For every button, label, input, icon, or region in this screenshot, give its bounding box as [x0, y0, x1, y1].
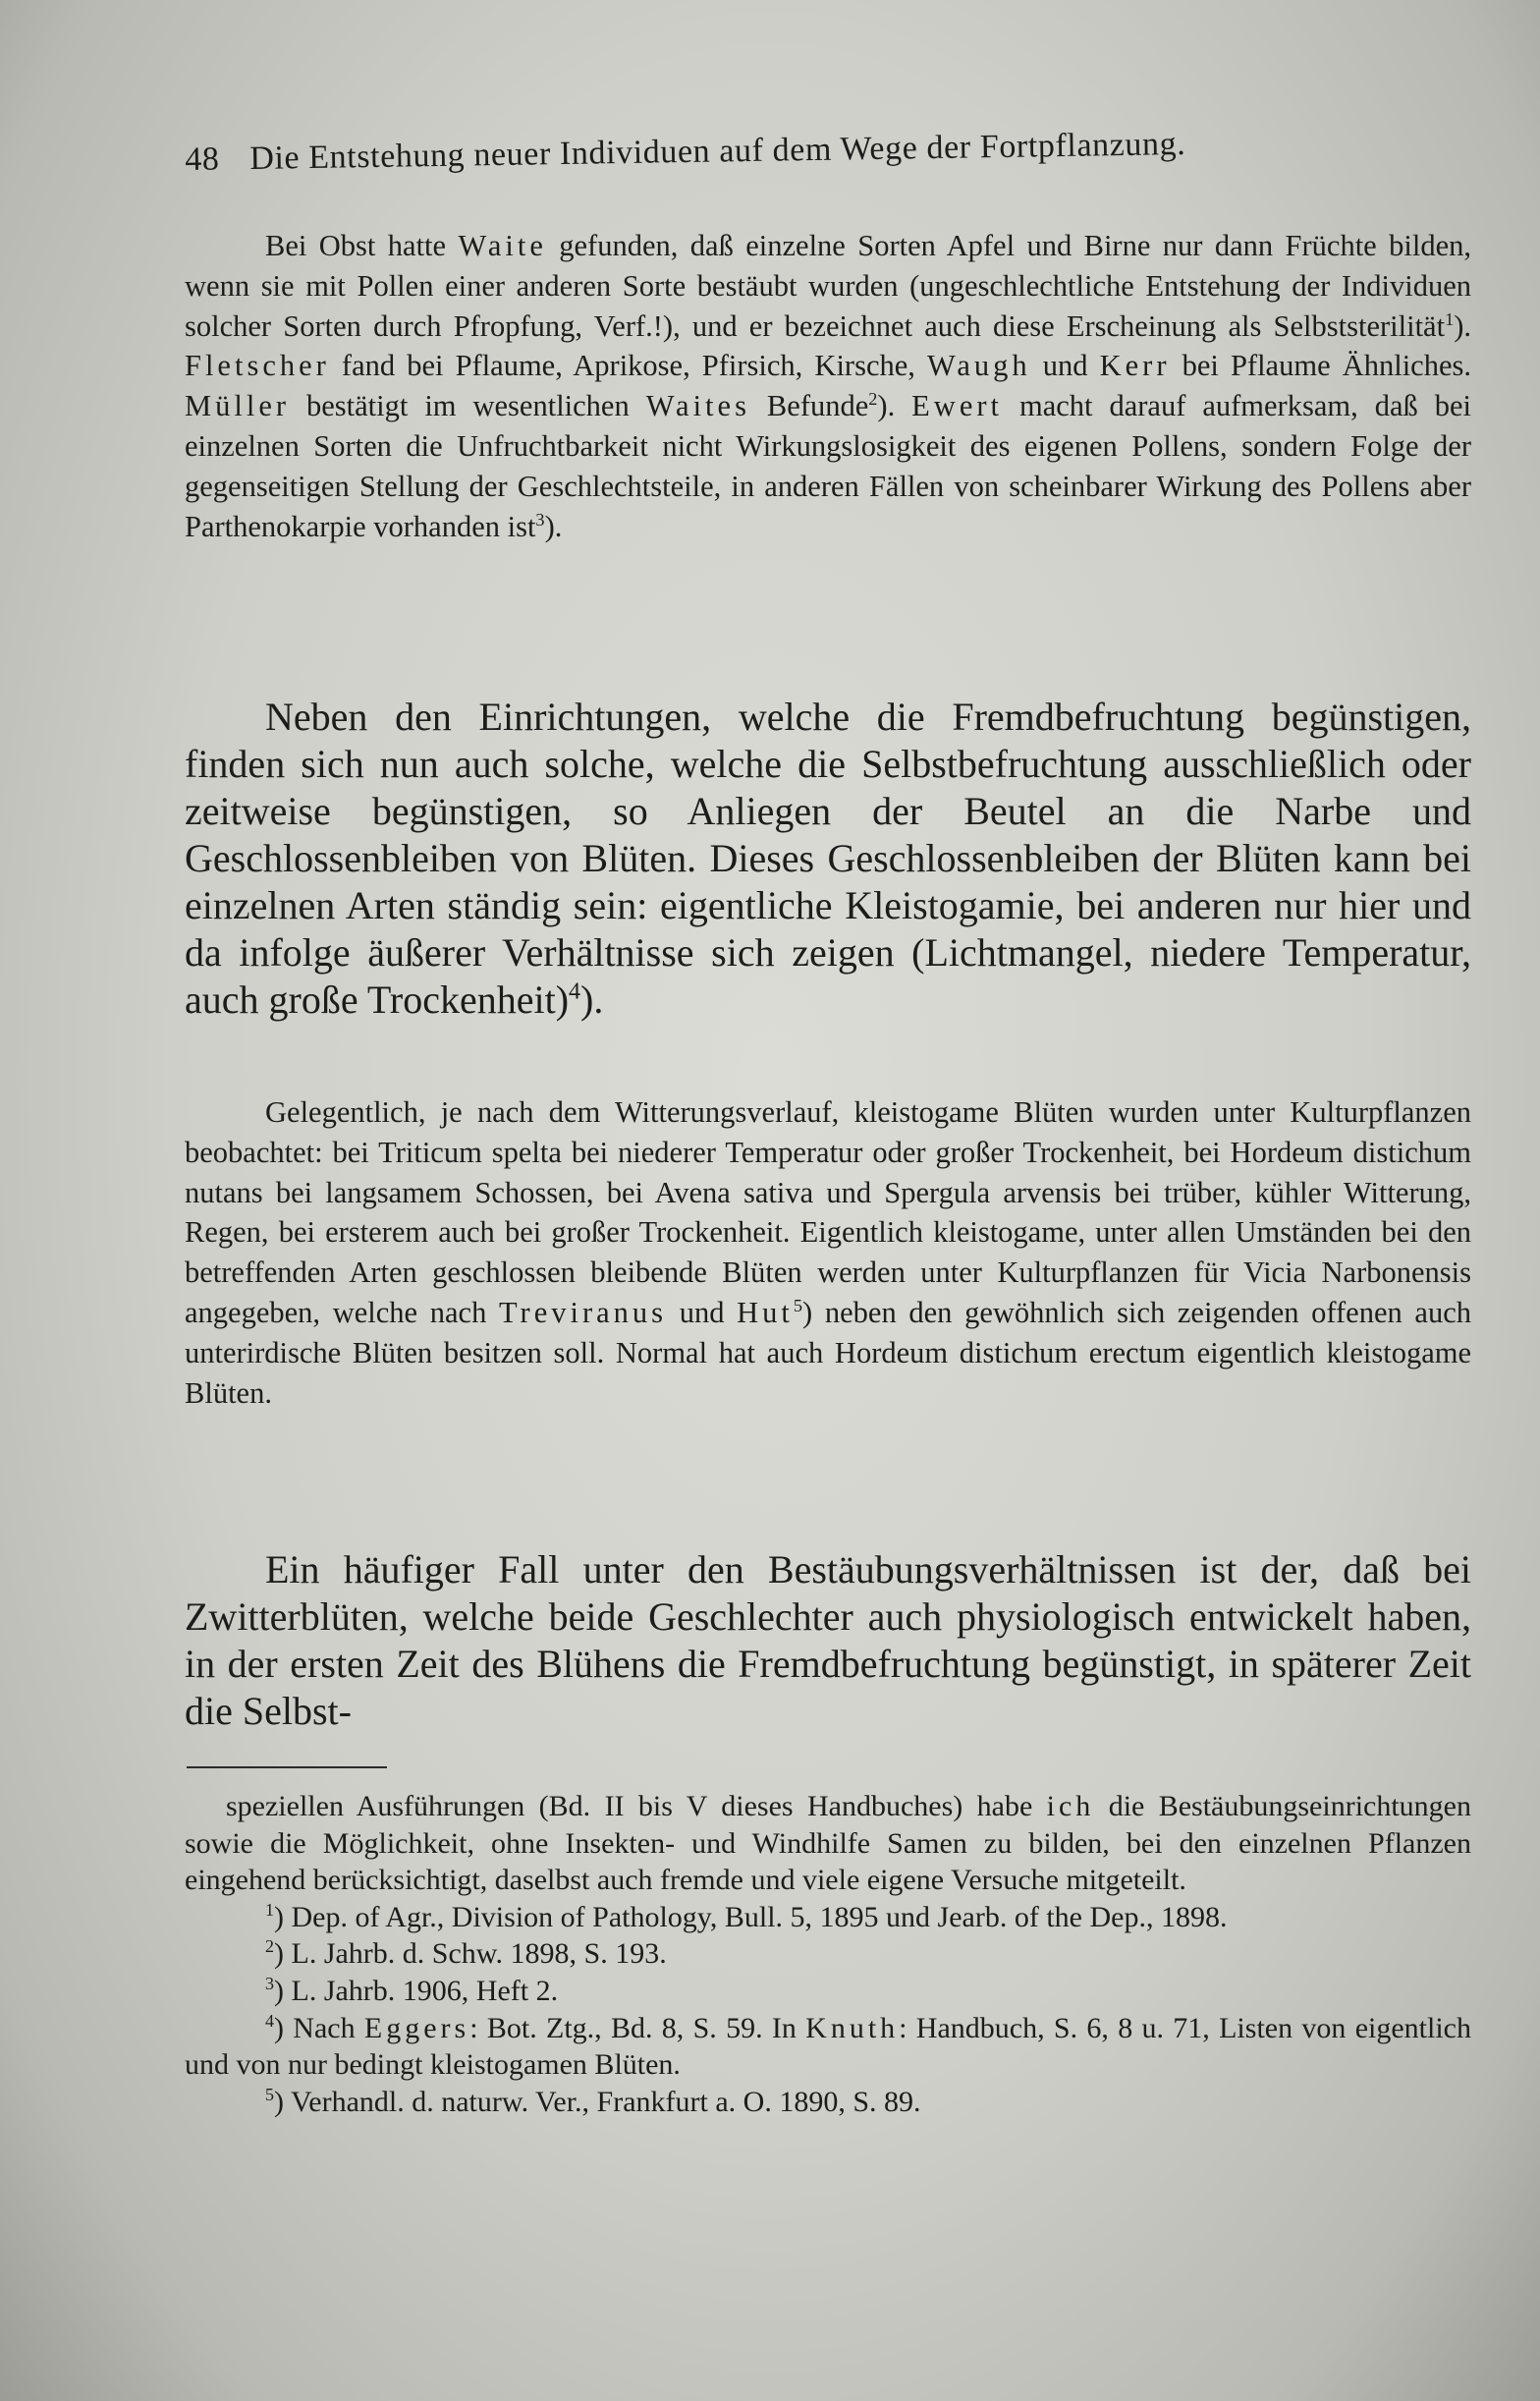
- footnote-text: ) Nach: [274, 2011, 364, 2044]
- footnote-text: ) Dep. of Agr., Division of Pathology, Bull. 5, 1895 und Jearb. of the Dep., 1898.: [274, 1900, 1228, 1933]
- book-page: [185, 125, 1473, 2289]
- footnotes: [185, 1788, 1471, 2120]
- footnote-marker: 3: [265, 1973, 274, 1993]
- paragraph-bestaeubungsverhaeltnisse: [185, 1546, 1471, 1735]
- text-run: ) neben den gewöhnlich sich zeigenden offenen auch unterirdische Blüten besitzen soll. Normal hat auch Hordeum distichum erectum eigentlich kleistogame Blüten.: [185, 1295, 1472, 1410]
- footnote-2: [185, 1935, 1471, 1973]
- footnote-ref: 1: [1445, 308, 1455, 329]
- text-run: Neben den Einrichtungen, welche die Fremdbefruchtung begünstigen, finden sich nun auch solche, welche die Selbstbefruchtung ausschließlich oder zeitweise begünstigen, so Anliegen der Beutel an die Narbe und Geschlossenbleiben von Blüten. Dieses Geschlossenbleiben der Blüten kann bei einzelnen Arten ständig sein: eigentliche Kleistogamie, bei anderen nur hier und da infolge äußerer Verhältnisse sich zeigen (Lichtmangel, niedere Temperatur, auch große Trockenheit): [185, 695, 1471, 1022]
- author-name: Knuth: [805, 2011, 900, 2044]
- footnote-5: [185, 2084, 1471, 2121]
- text-run: ).: [544, 509, 563, 543]
- footnote-3: [185, 1973, 1471, 2010]
- footnote-marker: 5: [265, 2084, 274, 2104]
- footnote-ref: 2: [868, 389, 878, 410]
- text-run: die Bestäubungseinrichtungen sowie die Möglichkeit, ohne Insekten- und Windhilfe Samen zu bilden, bei den einzelnen Pflanzen eingehend berücksichtigt, daselbst auch fremde und viele eigene Versuche mitgeteilt.: [185, 1790, 1471, 1897]
- author-name: Waites: [645, 389, 750, 423]
- author-name: Treviranus: [499, 1295, 668, 1329]
- footnote-ref: 3: [535, 509, 545, 530]
- text-run: Befunde: [749, 389, 869, 423]
- text-run: ).: [1454, 308, 1471, 343]
- text-run: macht darauf aufmerksam, daß bei einzelnen Sorten die Unfruchtbarkeit nicht Wirkungslosigkeit des eigenen Pollens, sondern Folge der gegenseitigen Stellung der Geschlechtsteile, in anderen Fällen von scheinbarer Wirkung des Pollens aber Parthenokarpie vorhanden ist: [185, 389, 1471, 543]
- footnote-marker: 4: [265, 2010, 274, 2031]
- text-run: und: [1030, 349, 1100, 383]
- footnote-text: ) L. Jahrb. 1906, Heft 2.: [274, 1974, 559, 2007]
- text-run: fand bei Pflaume, Aprikose, Pfirsich, Kirsche,: [329, 349, 927, 383]
- footnote-1: [185, 1899, 1471, 1936]
- footnote-marker: 1: [265, 1899, 274, 1920]
- author-name: Hut: [737, 1295, 794, 1329]
- text-run: ).: [877, 389, 912, 423]
- author-name: Fletscher: [185, 349, 330, 383]
- footnote-marker: 2: [265, 1936, 274, 1957]
- author-name: Ewert: [911, 389, 1003, 423]
- author-name: Waite: [458, 229, 547, 262]
- author-name: Müller: [185, 389, 291, 423]
- text-run: bestätigt im wesentlichen: [290, 389, 646, 423]
- footnote-text: : Bot. Ztg., Bd. 8, S. 59. In: [469, 2011, 806, 2044]
- footnote-text: : Handbuch, S. 6, 8 u. 71, Listen von eigentlich und von nur bedingt kleistogamen Blüten.: [185, 2011, 1471, 2082]
- footnote-ref: 5: [793, 1295, 803, 1315]
- footnote-text: ) Verhandl. d. naturw. Ver., Frankfurt a. O. 1890, S. 89.: [274, 2085, 921, 2118]
- text-run: Gelegentlich, je nach dem Witterungsverlauf, kleistogame Blüten wurden unter Kulturpflanzen beobachtet: bei Triticum spelta bei niederer Temperatur oder großer Trockenheit, bei Hordeum distichum nutans bei langsamem Schossen, bei Avena sativa und Spergula arvensis bei trüber, kühler Witterung, Regen, bei ersterem auch bei großer Trockenheit. Eigentlich kleistogame, unter allen Umständen bei den betreffenden Arten geschlossen bleibende Blüten werden unter Kulturpflanzen für Vicia Narbonensis angegeben, welche nach: [185, 1095, 1471, 1329]
- text-run: Bei Obst hatte: [265, 229, 459, 262]
- footnote-4: [185, 2010, 1471, 2084]
- author-name: Waugh: [927, 349, 1031, 383]
- author-name: Eggers: [363, 2011, 470, 2044]
- page-number: 48: [185, 140, 220, 178]
- footnote-ref: 4: [569, 978, 581, 1005]
- text-run: gefunden, daß einzelne Sorten Apfel und Birne nur dann Früchte bilden, wenn sie mit Pollen einer anderen Sorte bestäubt wurden (ungeschlechtliche Entstehung der Individuen solcher Sorten durch Pfropfung, Verf.!), und er bezeichnet auch diese Erscheinung als Selbststerilität: [185, 229, 1471, 343]
- text-run: und: [667, 1295, 738, 1329]
- text-run: bei Pflaume Ähnliches.: [1170, 349, 1472, 383]
- paragraph-obst-selbststerilitaet: [185, 226, 1471, 546]
- running-head-title: Die Entstehung neuer Individuen auf dem Wege der Fortpflanzung.: [248, 125, 1186, 177]
- text-run: speziellen Ausführungen (Bd. II bis V dieses Handbuches) habe: [226, 1790, 1047, 1822]
- paragraph-selbstbefruchtung: [185, 694, 1471, 1024]
- text-run: Ein häufiger Fall unter den Bestäubungsverhältnissen ist der, daß bei Zwitterblüten, welche beide Geschlechter auch physiologisch entwickelt haben, in der ersten Zeit des Blühens die Fremdbefruchtung begünstigt, in späterer Zeit die Selbst-: [185, 1547, 1471, 1733]
- running-head: [185, 121, 1471, 179]
- emphasis: ich: [1046, 1790, 1095, 1822]
- text-run: ).: [580, 977, 604, 1022]
- footnote-continuation: [185, 1788, 1471, 1899]
- footnote-text: ) L. Jahrb. d. Schw. 1898, S. 193.: [274, 1937, 667, 1971]
- author-name: Kerr: [1099, 349, 1171, 383]
- paragraph-kleistogame-bluten: [185, 1092, 1471, 1413]
- footnote-divider: [187, 1766, 387, 1768]
